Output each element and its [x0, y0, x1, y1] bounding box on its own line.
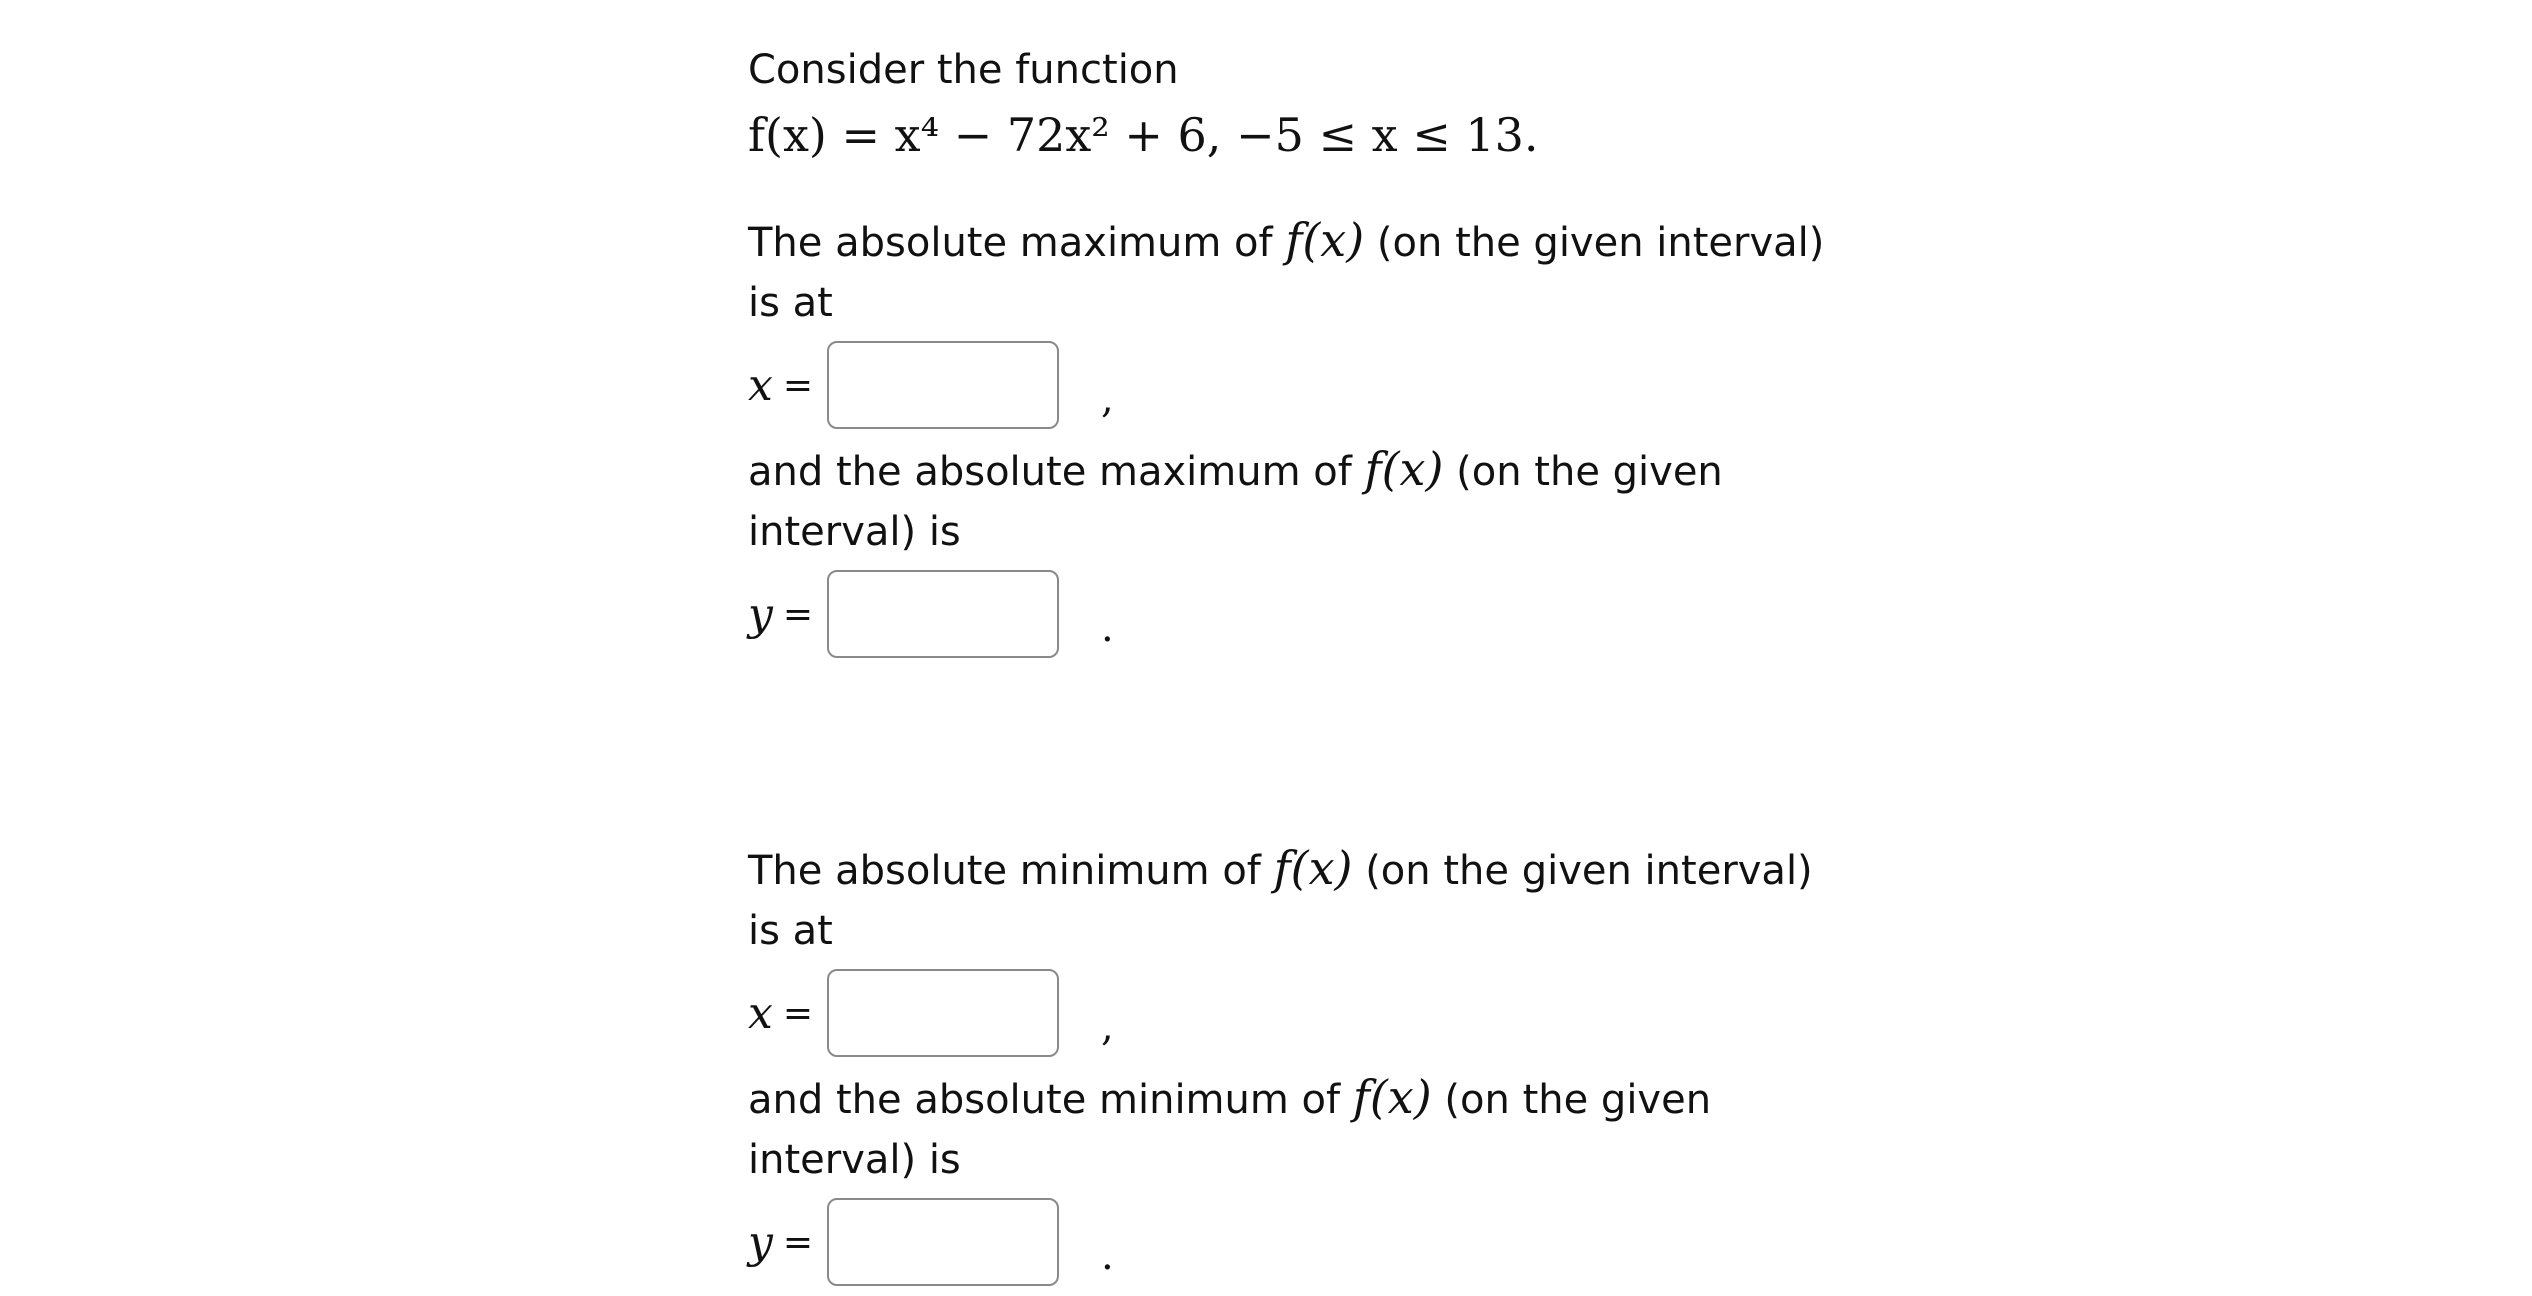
min-x-row: [748, 965, 1848, 1061]
min-line3-before: and the absolute minimum of: [748, 1077, 1341, 1123]
max-y-input[interactable]: [827, 570, 1059, 658]
max-question-line1: [748, 210, 1848, 273]
max-y-row: [748, 566, 1848, 662]
min-question-line2: is at: [748, 908, 833, 954]
min-y-var: y: [748, 1216, 773, 1268]
section-divider-space: [748, 668, 1848, 838]
max-line3-before: and the absolute maximum of: [748, 449, 1352, 495]
min-x-eq: =: [782, 992, 813, 1034]
function-formula: f(x) = x⁴ − 72x² + 6, −5 ≤ x ≤ 13.: [748, 108, 1539, 162]
min-line3-after: (on the given: [1444, 1077, 1712, 1123]
min-x-input[interactable]: [827, 969, 1059, 1057]
max-line3-fx: f(x): [1364, 442, 1444, 496]
min-line1-after: (on the given interval): [1365, 848, 1813, 894]
max-x-eq: =: [782, 364, 813, 406]
min-y-punct: .: [1101, 1233, 1114, 1279]
max-section: [748, 210, 1848, 662]
min-question-line4: interval) is: [748, 1137, 961, 1183]
max-y-punct: .: [1101, 605, 1114, 651]
max-question-line4: interval) is: [748, 509, 961, 555]
min-question-line3: [748, 1067, 1848, 1130]
max-line3-after: (on the given: [1456, 449, 1723, 495]
min-x-var: x: [748, 987, 773, 1039]
max-y-var: y: [748, 588, 773, 640]
min-question-line1: [748, 838, 1848, 901]
max-x-input[interactable]: [827, 341, 1059, 429]
max-line1-after: (on the given interval): [1376, 220, 1825, 266]
intro-lead: Consider the function: [748, 47, 1179, 93]
min-line1-before: The absolute minimum of: [748, 848, 1261, 894]
problem-content: [748, 40, 1848, 1296]
min-y-eq: =: [782, 1221, 814, 1263]
min-x-punct: ,: [1101, 1004, 1114, 1050]
max-question-line2: is at: [748, 280, 833, 326]
max-line1-before: The absolute maximum of: [748, 220, 1273, 266]
min-y-row: [748, 1194, 1848, 1290]
min-y-input[interactable]: [827, 1198, 1059, 1286]
max-x-var: x: [748, 359, 773, 411]
min-section: [748, 838, 1848, 1290]
max-question-line3: [748, 439, 1848, 502]
max-x-row: [748, 337, 1848, 433]
max-y-eq: =: [782, 593, 814, 635]
max-line1-fx: f(x): [1285, 213, 1365, 267]
max-x-punct: ,: [1101, 376, 1114, 422]
min-line1-fx: f(x): [1273, 841, 1353, 895]
min-line3-fx: f(x): [1352, 1070, 1432, 1124]
